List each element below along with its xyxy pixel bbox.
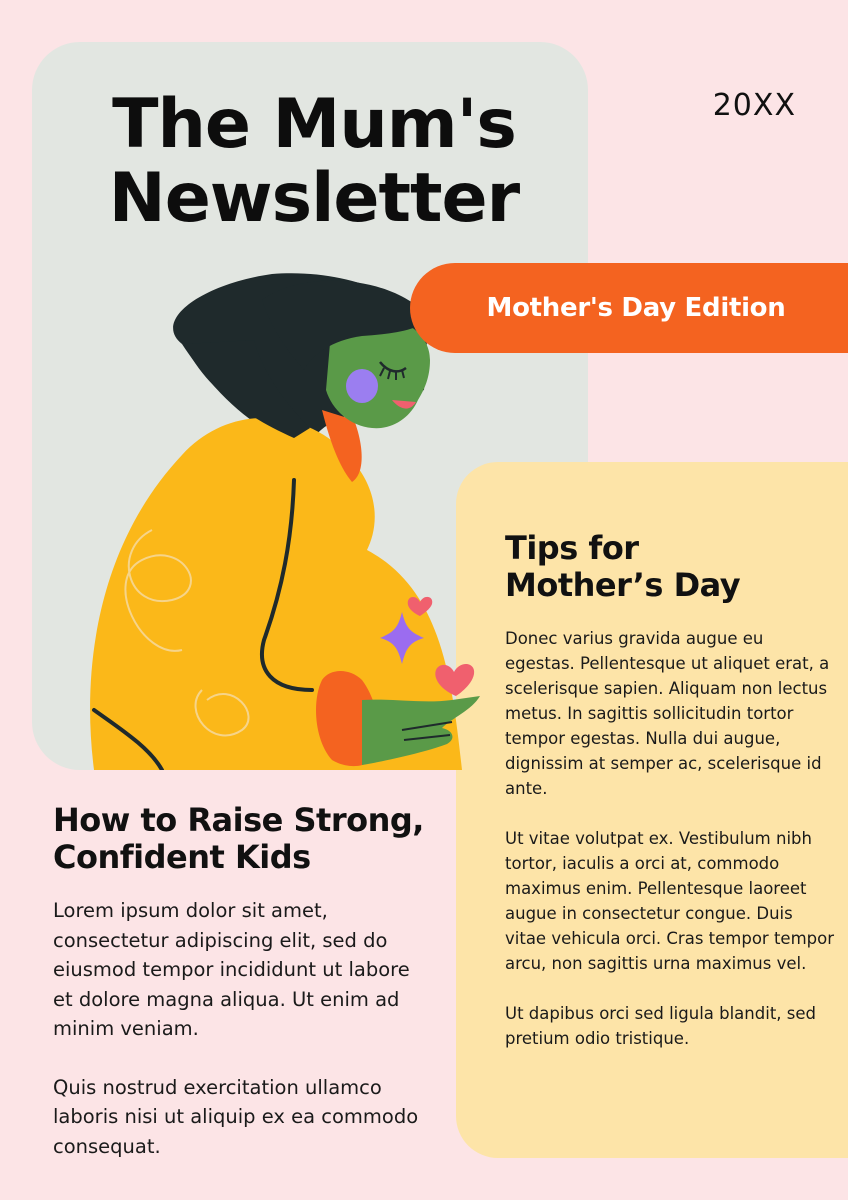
cheek	[346, 369, 378, 403]
article-body	[53, 896, 433, 1190]
tips-paragraph: Ut vitae volutpat ex. Vestibulum nibh tortor, iaculis a orci at, commodo maximus enim. Pellentesque laoreet augue in consectetur congue. Duis vitae vehicula orci. Cras tempor tempor arcu, non sagittis urna maximus vel.	[505, 829, 835, 973]
article-heading-line-2: Confident Kids	[53, 838, 311, 876]
title-line-1: The Mum's	[112, 85, 516, 164]
newsletter-title	[38, 85, 590, 238]
article-heading-line-1: How to Raise Strong,	[53, 801, 424, 839]
tips-paragraph: Donec varius gravida augue eu egestas. Pellentesque ut aliquet erat, a scelerisque sapien. Aliquam non lectus metus. In sagittis sollicitudin tortor tempor egestas. Nulla dui augue, dignissim at semper ac, scelerisque id ante.	[505, 629, 830, 798]
tips-heading-line-2: Mother’s Day	[505, 566, 741, 604]
tips-paragraph: Ut dapibus orci sed ligula blandit, sed pretium odio tristique.	[505, 1004, 816, 1048]
article-paragraph: Quis nostrud exercitation ullamco laboris nisi ut aliquip ex ea commodo consequat.	[53, 1075, 419, 1158]
edition-banner	[410, 263, 848, 353]
article-heading	[53, 802, 453, 876]
article-paragraph: Lorem ipsum dolor sit amet, consectetur adipiscing elit, sed do eiusmod tempor incididunt ut labore et dolore magna aliqua. Ut enim ad minim veniam.	[53, 899, 410, 1040]
edition-label: Mother's Day Edition	[486, 293, 786, 323]
issue-year: 20XX	[712, 88, 796, 123]
tips-heading-line-1: Tips for	[505, 529, 639, 567]
tips-body	[505, 626, 835, 1076]
tips-heading	[505, 530, 825, 604]
pregnant-mother-illustration	[32, 260, 482, 770]
title-line-2: Newsletter	[108, 159, 520, 238]
